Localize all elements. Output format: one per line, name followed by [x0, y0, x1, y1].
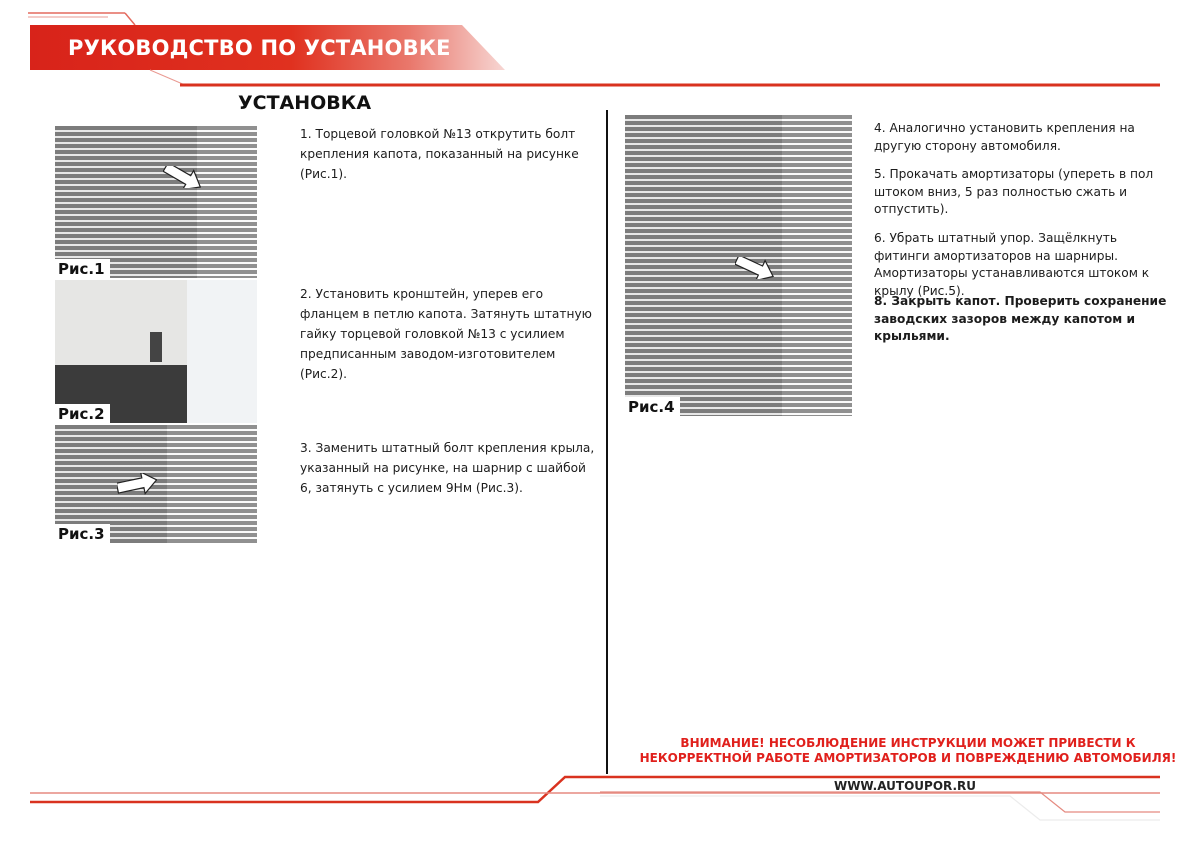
warning-line-2: НЕКОРРЕКТНОЙ РАБОТЕ АМОРТИЗАТОРОВ И ПОВРЕЖДЕНИЮ АВТОМОБИЛЯ!: [639, 751, 1177, 765]
arrow-icon: [117, 473, 157, 495]
figure-4-label: Рис.4: [625, 397, 680, 416]
banner-title: РУКОВОДСТВО ПО УСТАНОВКЕ: [68, 36, 451, 60]
step-5-text: 5. Прокачать амортизаторы (упереть в пол штоком вниз, 5 раз полностью сжать и отпустить).: [874, 167, 1154, 216]
step-2-text: 2. Установить кронштейн, уперев его фланцем в петлю капота. Затянуть штатную гайку торцевой головкой №13 с усилием предписанным заводом-изготовителем (Рис.2).: [300, 287, 592, 381]
step-8-text: 8. Закрыть капот. Проверить сохранение заводских зазоров между капотом и крыльями.: [874, 294, 1167, 343]
figure-3-label: Рис.3: [55, 524, 110, 543]
figure-4-photo: [625, 115, 852, 416]
footer-decoration: [0, 740, 1200, 848]
bracket-shape: [150, 332, 162, 362]
step-4-text: 4. Аналогично установить крепления на другую сторону автомобиля.: [874, 121, 1135, 153]
warning-line-1: ВНИМАНИЕ! НЕСОБЛЮДЕНИЕ ИНСТРУКЦИИ МОЖЕТ ПРИВЕСТИ К: [680, 736, 1136, 750]
column-divider: [606, 110, 608, 774]
figure-2-label: Рис.2: [55, 404, 110, 423]
section-title: УСТАНОВКА: [238, 92, 372, 114]
arrow-icon: [735, 257, 775, 279]
website-link[interactable]: WWW.AUTOUPOR.RU: [833, 779, 977, 793]
figure-1-label: Рис.1: [55, 259, 110, 278]
step-1-text: 1. Торцевой головкой №13 открутить болт крепления капота, показанный на рисунке (Рис.1).: [300, 127, 579, 181]
step-6-text: 6. Убрать штатный упор. Защёлкнуть фитинги амортизаторов на шарниры. Амортизаторы устанавливаются штоком к крылу (Рис.5).: [874, 231, 1150, 298]
arrow-icon: [163, 166, 203, 188]
figure-1-photo: [55, 126, 257, 278]
step-3-text: 3. Заменить штатный болт крепления крыла, указанный на рисунке, на шарнир с шайбой 6, затянуть с усилием 9Нм (Рис.3).: [300, 441, 595, 495]
figure-3-photo: [55, 425, 257, 543]
figure-2-photo: [55, 280, 257, 423]
